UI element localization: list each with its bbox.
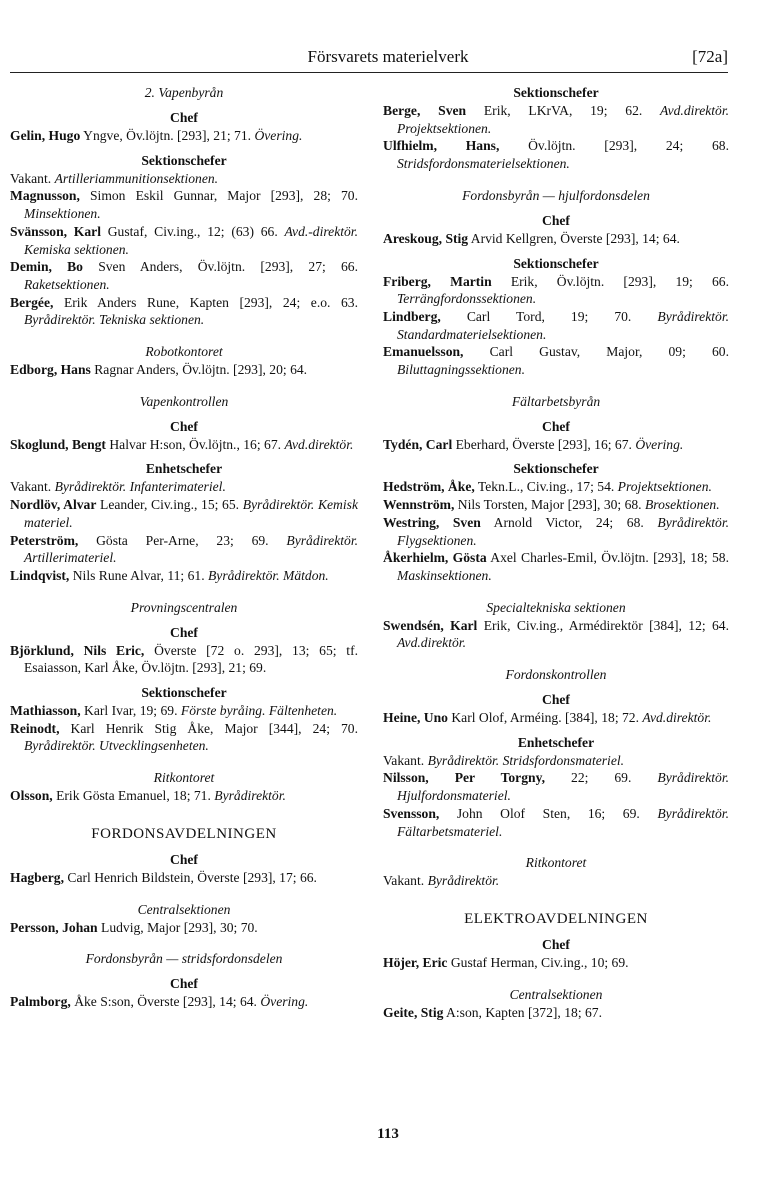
person-entry	[383, 872, 729, 890]
person-entry	[10, 496, 358, 531]
person-role: Maskinsektionen.	[397, 567, 492, 583]
person-name: Reinodt,	[10, 720, 60, 736]
person-details: John Olof Sten, 16; 69.	[439, 805, 640, 821]
person-name: Hagberg,	[10, 869, 64, 885]
person-role: Byrådirektör. Mätdon.	[208, 567, 329, 583]
person-role: Byrådirektör. Tekniska sektionen.	[24, 312, 205, 328]
role-heading: Enhetschefer	[517, 734, 595, 750]
person-name: Emanuelsson,	[383, 344, 464, 360]
department-heading: FORDONSAVDELNINGEN	[91, 825, 277, 842]
person-role: Byrådirektör. Standardmaterielsektionen.	[397, 308, 729, 342]
person-entry	[10, 993, 358, 1011]
person-details: Gustaf, Civ.ing., 12; (63) 66.	[100, 223, 278, 239]
page-number: 113	[377, 1126, 399, 1142]
person-name: Bergée,	[10, 294, 54, 310]
person-entry	[383, 514, 729, 549]
person-details: Öv.löjtn. [293], 24; 68.	[499, 138, 729, 154]
unit-heading: Centralsektionen	[137, 901, 231, 917]
role-heading: Chef	[542, 936, 570, 952]
role-heading: Sektionschefer	[141, 685, 227, 701]
unit-heading: Provningscentralen	[130, 599, 238, 615]
person-role: Byrådirektör.	[427, 873, 500, 889]
person-role: Byrådirektör.	[214, 788, 286, 804]
person-name: Areskoug, Stig	[383, 230, 469, 246]
person-entry	[10, 170, 358, 188]
department-heading: ELEKTROAVDELNINGEN	[464, 910, 648, 927]
person-details: Karl Henrik Stig Åke, Major [344], 24; 70.	[59, 720, 358, 736]
person-name: Magnusson,	[10, 188, 80, 204]
person-details: Vakant.	[10, 479, 52, 495]
person-role: Byrådirektör. Stridsfordonsmateriel.	[427, 752, 625, 768]
person-entry	[383, 436, 729, 454]
person-name: Olsson,	[10, 788, 53, 804]
person-details: Carl Gustav, Major, 09; 60.	[463, 344, 729, 360]
person-details: Gustaf Herman, Civ.ing., 10; 69.	[447, 954, 629, 970]
person-role: Byrådirektör. Flygsektionen.	[397, 514, 729, 548]
person-role: Avd.direktör.	[397, 635, 466, 651]
person-name: Demin, Bo	[10, 259, 83, 275]
person-role: Övering.	[254, 128, 303, 143]
person-entry	[10, 919, 358, 937]
header-rule	[10, 72, 728, 73]
person-entry	[383, 102, 729, 137]
role-heading: Chef	[170, 418, 198, 434]
person-role: Avd.direktör. Projektsektionen.	[397, 103, 730, 136]
person-name: Tydén, Carl	[383, 436, 453, 452]
person-role: Övering.	[635, 436, 684, 452]
person-entry	[383, 137, 729, 172]
person-name: Wennström,	[383, 497, 455, 513]
person-entry	[383, 805, 729, 840]
person-details: Karl Ivar, 19; 69.	[80, 703, 178, 719]
person-role: Biluttagningssektionen.	[397, 362, 525, 378]
person-name: Hedström, Åke,	[383, 479, 475, 495]
person-name: Westring, Sven	[383, 514, 481, 530]
person-name: Palmborg,	[10, 994, 71, 1010]
person-entry	[10, 702, 358, 720]
role-heading: Chef	[170, 110, 198, 125]
person-role: Byrådirektör. Kemisk materiel.	[24, 497, 358, 530]
person-details: Vakant.	[383, 752, 425, 768]
unit-heading: Ritkontoret	[525, 855, 587, 871]
person-name: Nordlöv, Alvar	[10, 497, 97, 513]
person-entry	[10, 223, 358, 258]
person-details: Ragnar Anders, Öv.löjtn. [293], 20; 64.	[90, 362, 308, 378]
person-role: Byrådirektör. Artillerimateriel.	[24, 532, 358, 566]
person-name: Svänsson, Karl	[10, 223, 101, 239]
running-header-section: [72a]	[692, 47, 728, 66]
person-name: Lindberg,	[383, 308, 441, 324]
person-name: Svensson,	[383, 805, 440, 821]
role-heading: Sektionschefer	[141, 152, 227, 168]
person-role: Avd.-direktör. Kemiska sektionen.	[24, 223, 358, 257]
person-entry	[10, 787, 358, 805]
person-name: Björklund, Nils Eric,	[10, 642, 145, 658]
person-details: Axel Charles-Emil, Öv.löjtn. [293], 18; 58.	[486, 550, 729, 566]
unit-heading: Robotkontoret	[145, 344, 223, 360]
person-details: Erik, LKrVA, 19; 62.	[466, 103, 643, 118]
person-details: Åke S:son, Överste [293], 14; 64.	[70, 994, 257, 1010]
person-details: Halvar H:son, Öv.löjtn., 16; 67.	[105, 436, 282, 452]
person-entry	[383, 752, 729, 770]
person-name: Åkerhielm, Gösta	[383, 550, 487, 566]
person-entry	[383, 549, 729, 584]
person-details: Nils Torsten, Major [293], 30; 68.	[454, 497, 642, 513]
person-details: A:son, Kapten [372], 18; 67.	[443, 1004, 602, 1020]
person-entry	[383, 308, 729, 343]
person-entry	[10, 187, 358, 222]
person-role: Byrådirektör. Infanterimateriel.	[54, 479, 226, 495]
person-entry	[10, 436, 358, 454]
role-heading: Chef	[170, 976, 198, 992]
role-heading: Chef	[542, 418, 570, 434]
person-role: Brosektionen.	[645, 497, 720, 513]
person-entry	[10, 294, 358, 329]
person-name: Persson, Johan	[10, 919, 98, 935]
person-role: Avd.direktör.	[642, 710, 712, 726]
person-entry	[10, 361, 358, 379]
person-details: Erik Gösta Emanuel, 18; 71.	[52, 788, 211, 804]
person-details: Överste [72 o. 293], 13; 65; tf. Esaiasson, Karl Åke, Öv.löjtn. [293], 21; 69.	[24, 642, 359, 676]
unit-heading: Centralsektionen	[509, 986, 603, 1002]
person-entry	[10, 567, 358, 585]
role-heading: Chef	[170, 851, 198, 867]
person-details: Erik Anders Rune, Kapten [293], 24; e.o. 63.	[53, 294, 358, 310]
person-entry	[383, 343, 729, 378]
person-entry	[383, 1004, 729, 1022]
role-heading: Chef	[542, 212, 570, 228]
person-role: Avd.direktör.	[284, 436, 354, 452]
person-name: Swendsén, Karl	[383, 617, 478, 633]
person-details: Sven Anders, Öv.löjtn. [293], 27; 66.	[82, 259, 358, 275]
role-heading: Chef	[542, 692, 570, 708]
person-name: Berge, Sven	[383, 103, 467, 118]
person-name: Mathiasson,	[10, 703, 81, 719]
right-column	[383, 84, 729, 1021]
person-entry	[10, 127, 358, 145]
person-role: Artilleriammunitionsektionen.	[54, 170, 219, 186]
person-role: Byrådirektör. Utvecklingsenheten.	[24, 738, 209, 754]
person-details: Carl Tord, 19; 70.	[440, 308, 632, 324]
person-entry	[10, 720, 358, 755]
person-details: Nils Rune Alvar, 11; 61.	[69, 567, 205, 583]
left-column	[10, 84, 358, 1011]
person-entry	[10, 642, 358, 677]
person-name: Skoglund, Bengt	[10, 436, 106, 452]
unit-heading: Ritkontoret	[153, 770, 215, 786]
person-entry	[383, 230, 729, 248]
running-header-title: Försvarets materielverk	[307, 47, 469, 66]
person-entry	[383, 954, 729, 972]
person-entry	[383, 496, 729, 514]
person-entry	[383, 769, 729, 804]
person-details: Leander, Civ.ing., 15; 65.	[96, 497, 240, 513]
person-role: Minsektionen.	[24, 206, 101, 222]
person-entry	[10, 532, 358, 567]
person-entry	[383, 478, 729, 496]
person-name: Höjer, Eric	[383, 954, 448, 970]
role-heading: Chef	[170, 624, 198, 640]
person-details: Carl Henrich Bildstein, Överste [293], 17; 66.	[64, 869, 317, 885]
person-details: Tekn.L., Civ.ing., 17; 54.	[474, 479, 615, 495]
person-name: Nilsson, Per Torgny,	[383, 770, 546, 786]
person-role: Stridsfordonsmaterielsektionen.	[397, 156, 570, 172]
person-details: Simon Eskil Gunnar, Major [293], 28; 70.	[79, 188, 358, 204]
role-heading: Enhetschefer	[145, 461, 223, 477]
role-heading: Sektionschefer	[513, 85, 599, 100]
person-details: Vakant.	[10, 170, 52, 186]
unit-heading: Fordonsbyrån — hjulfordonsdelen	[462, 187, 650, 203]
person-entry	[10, 258, 358, 293]
person-entry	[383, 273, 729, 308]
person-role: Projektsektionen.	[617, 479, 712, 495]
role-heading: Sektionschefer	[513, 461, 599, 477]
unit-heading: Fordonsbyrån — stridsfordonsdelen	[85, 951, 283, 967]
person-name: Lindqvist,	[10, 567, 70, 583]
person-name: Gelin, Hugo	[10, 128, 81, 143]
person-name: Friberg, Martin	[383, 273, 492, 289]
person-details: Karl Olof, Arméing. [384], 18; 72.	[447, 710, 639, 726]
unit-heading: Fordonskontrollen	[505, 667, 607, 683]
person-details: Arnold Victor, 24; 68.	[480, 514, 644, 530]
person-role: Förste byråing. Fältenheten.	[180, 703, 338, 719]
person-details: Ludvig, Major [293], 30; 70.	[97, 919, 258, 935]
person-role: Terrängfordonssektionen.	[397, 291, 537, 307]
person-role: Byrådirektör. Hjulfordonsmateriel.	[397, 770, 729, 804]
person-details: Arvid Kellgren, Överste [293], 14; 64.	[468, 230, 680, 246]
person-details: Gösta Per-Arne, 23; 69.	[78, 532, 269, 548]
person-entry	[10, 478, 358, 496]
person-name: Edborg, Hans	[10, 362, 91, 378]
unit-heading: Fältarbetsbyrån	[511, 393, 601, 409]
person-details: Erik, Civ.ing., Armédirektör [384], 12; 64.	[477, 617, 729, 633]
person-details: 22; 69.	[545, 770, 632, 786]
unit-heading: Specialtekniska sektionen	[486, 599, 626, 615]
person-name: Peterström,	[10, 532, 79, 548]
person-role: Övering.	[260, 994, 309, 1010]
person-name: Heine, Uno	[383, 710, 448, 726]
person-entry	[383, 709, 729, 727]
person-name: Ulfhielm, Hans,	[383, 138, 500, 154]
unit-heading: 2. Vapenbyrån	[144, 85, 224, 100]
person-details: Erik, Öv.löjtn. [293], 19; 66.	[491, 273, 729, 289]
unit-heading: Vapenkontrollen	[139, 393, 229, 409]
person-entry	[10, 869, 358, 887]
person-name: Geite, Stig	[383, 1004, 444, 1020]
person-details: Yngve, Öv.löjtn. [293], 21; 71.	[80, 128, 252, 143]
person-details: Eberhard, Överste [293], 16; 67.	[452, 436, 632, 452]
person-role: Byrådirektör. Fältarbetsmateriel.	[397, 805, 729, 839]
role-heading: Sektionschefer	[513, 255, 599, 271]
person-role: Raketsektionen.	[24, 276, 110, 292]
person-details: Vakant.	[383, 873, 425, 889]
person-entry	[383, 617, 729, 652]
